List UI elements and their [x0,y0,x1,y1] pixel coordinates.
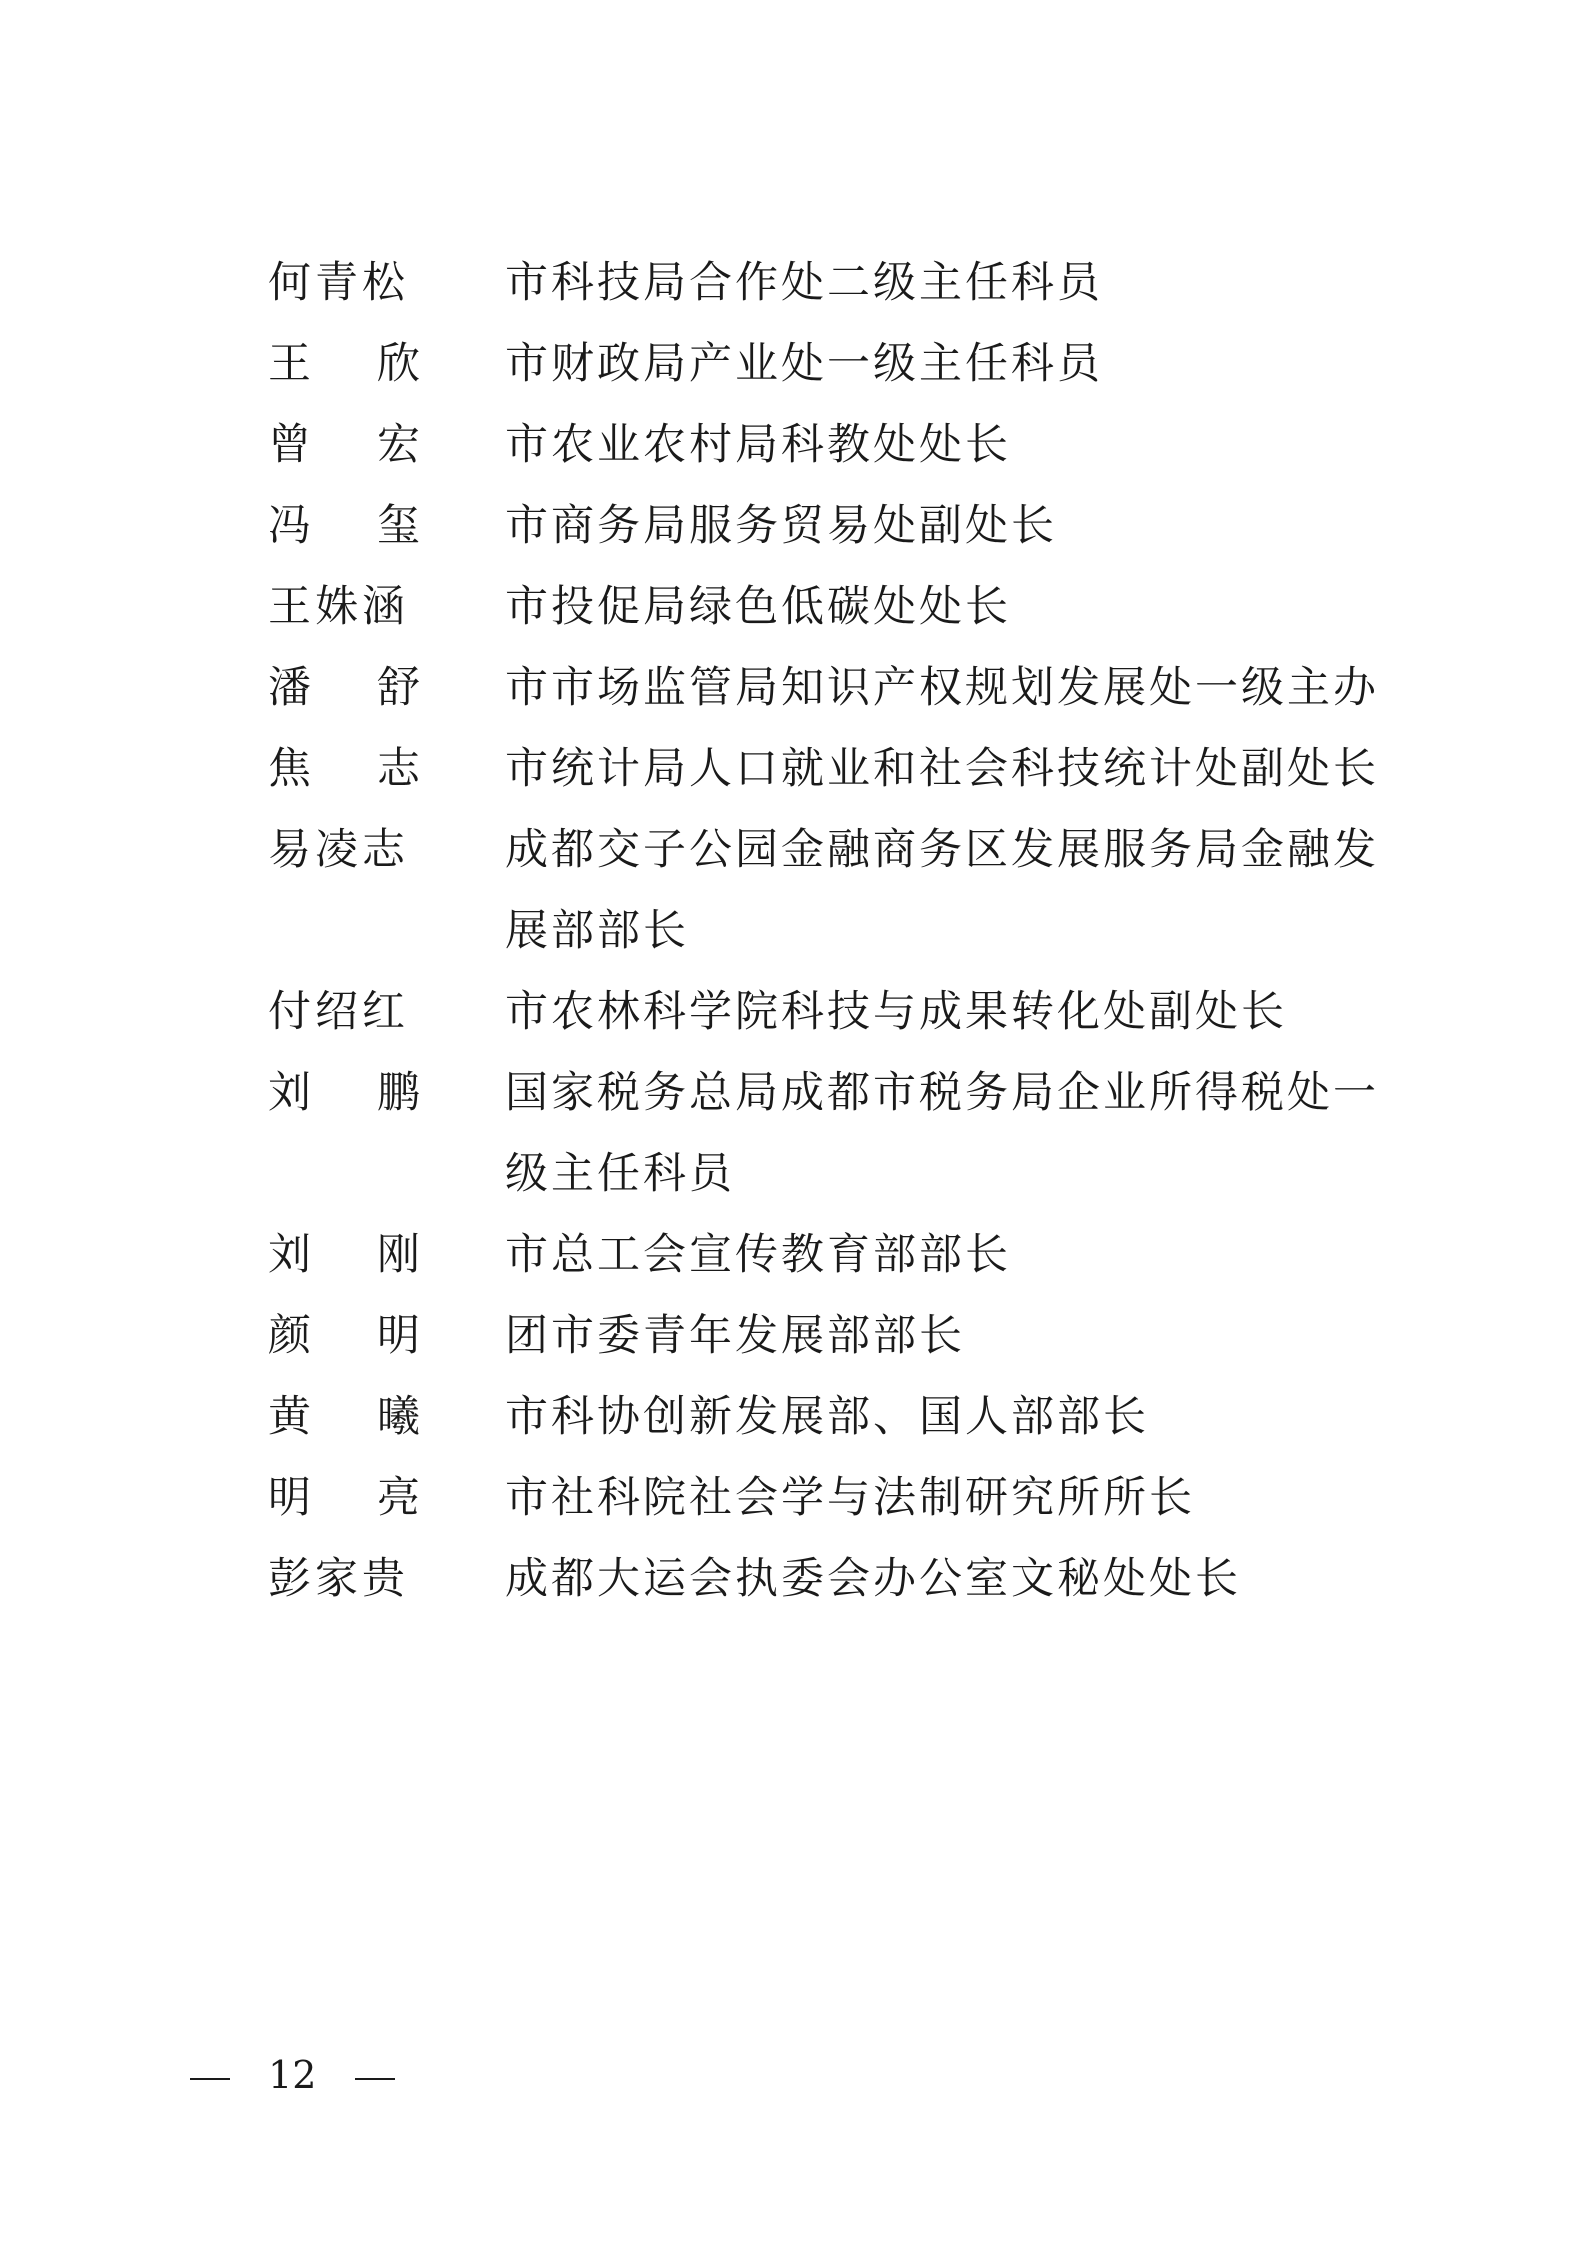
person-name [268,1296,424,1377]
person-position: 市投促局绿色低碳处处长 [505,582,1011,632]
name-last-char: 志 [377,744,424,794]
name-last-char: 欣 [377,339,424,389]
footer-dash-right [355,2078,395,2080]
list-item [0,729,1575,810]
name-last-char: 宏 [377,420,424,470]
list-item [0,324,1575,405]
list-item [0,1053,1575,1215]
name-first-char: 明 [268,1473,315,1523]
person-name [268,486,424,567]
person-name [268,729,424,810]
list-item [0,243,1575,324]
person-position: 市科协创新发展部、国人部部长 [505,1392,1149,1442]
person-name [268,567,408,648]
person-name [268,243,408,324]
list-item [0,648,1575,729]
list-item [0,567,1575,648]
person-name [268,810,408,891]
name-first-char: 刘 [268,1230,315,1280]
list-item [0,972,1575,1053]
person-position: 市统计局人口就业和社会科技统计处副处长 [505,744,1379,794]
person-name [268,648,424,729]
personnel-list [0,243,1575,1620]
person-position: 市科技局合作处二级主任科员 [505,258,1103,308]
page-number: 12 [268,2053,317,2097]
person-name [268,1539,408,1620]
list-item [0,1539,1575,1620]
list-item [0,1215,1575,1296]
name-text: 何青松 [268,258,409,308]
person-position: 成都大运会执委会办公室文秘处处长 [505,1554,1241,1604]
person-position: 市财政局产业处一级主任科员 [505,339,1103,389]
person-position: 国家税务总局成都市税务局企业所得税处一级主任科员 [505,1068,1379,1199]
person-name [268,1458,424,1539]
person-name [268,324,424,405]
list-item [0,486,1575,567]
name-text: 王姝涵 [268,582,409,632]
name-last-char: 舒 [377,663,424,713]
person-position: 市市场监管局知识产权规划发展处一级主办 [505,663,1379,713]
person-name [268,1053,424,1134]
name-first-char: 颜 [268,1311,315,1361]
person-name [268,1377,424,1458]
footer-dash-left [190,2078,230,2080]
name-first-char: 潘 [268,663,315,713]
name-last-char: 曦 [377,1392,424,1442]
list-item [0,1296,1575,1377]
person-name [268,1215,424,1296]
name-first-char: 刘 [268,1068,315,1118]
person-position: 成都交子公园金融商务区发展服务局金融发展部部长 [505,825,1379,956]
person-position: 团市委青年发展部部长 [505,1311,965,1361]
page-footer [190,2050,395,2100]
list-item [0,810,1575,972]
name-first-char: 王 [268,339,315,389]
person-position: 市社科院社会学与法制研究所所长 [505,1473,1195,1523]
name-text: 付绍红 [268,987,409,1037]
person-position: 市总工会宣传教育部部长 [505,1230,1011,1280]
name-text: 彭家贵 [268,1554,409,1604]
name-last-char: 鹏 [377,1068,424,1118]
name-last-char: 亮 [377,1473,424,1523]
person-position: 市商务局服务贸易处副处长 [505,501,1057,551]
name-first-char: 冯 [268,501,315,551]
person-position: 市农业农村局科教处处长 [505,420,1011,470]
person-position: 市农林科学院科技与成果转化处副处长 [505,987,1287,1037]
name-first-char: 焦 [268,744,315,794]
person-name [268,972,408,1053]
name-last-char: 刚 [377,1230,424,1280]
name-last-char: 玺 [377,501,424,551]
name-first-char: 曾 [268,420,315,470]
name-first-char: 黄 [268,1392,315,1442]
person-name [268,405,424,486]
name-text: 易凌志 [268,825,409,875]
list-item [0,1458,1575,1539]
name-last-char: 明 [377,1311,424,1361]
list-item [0,1377,1575,1458]
list-item [0,405,1575,486]
